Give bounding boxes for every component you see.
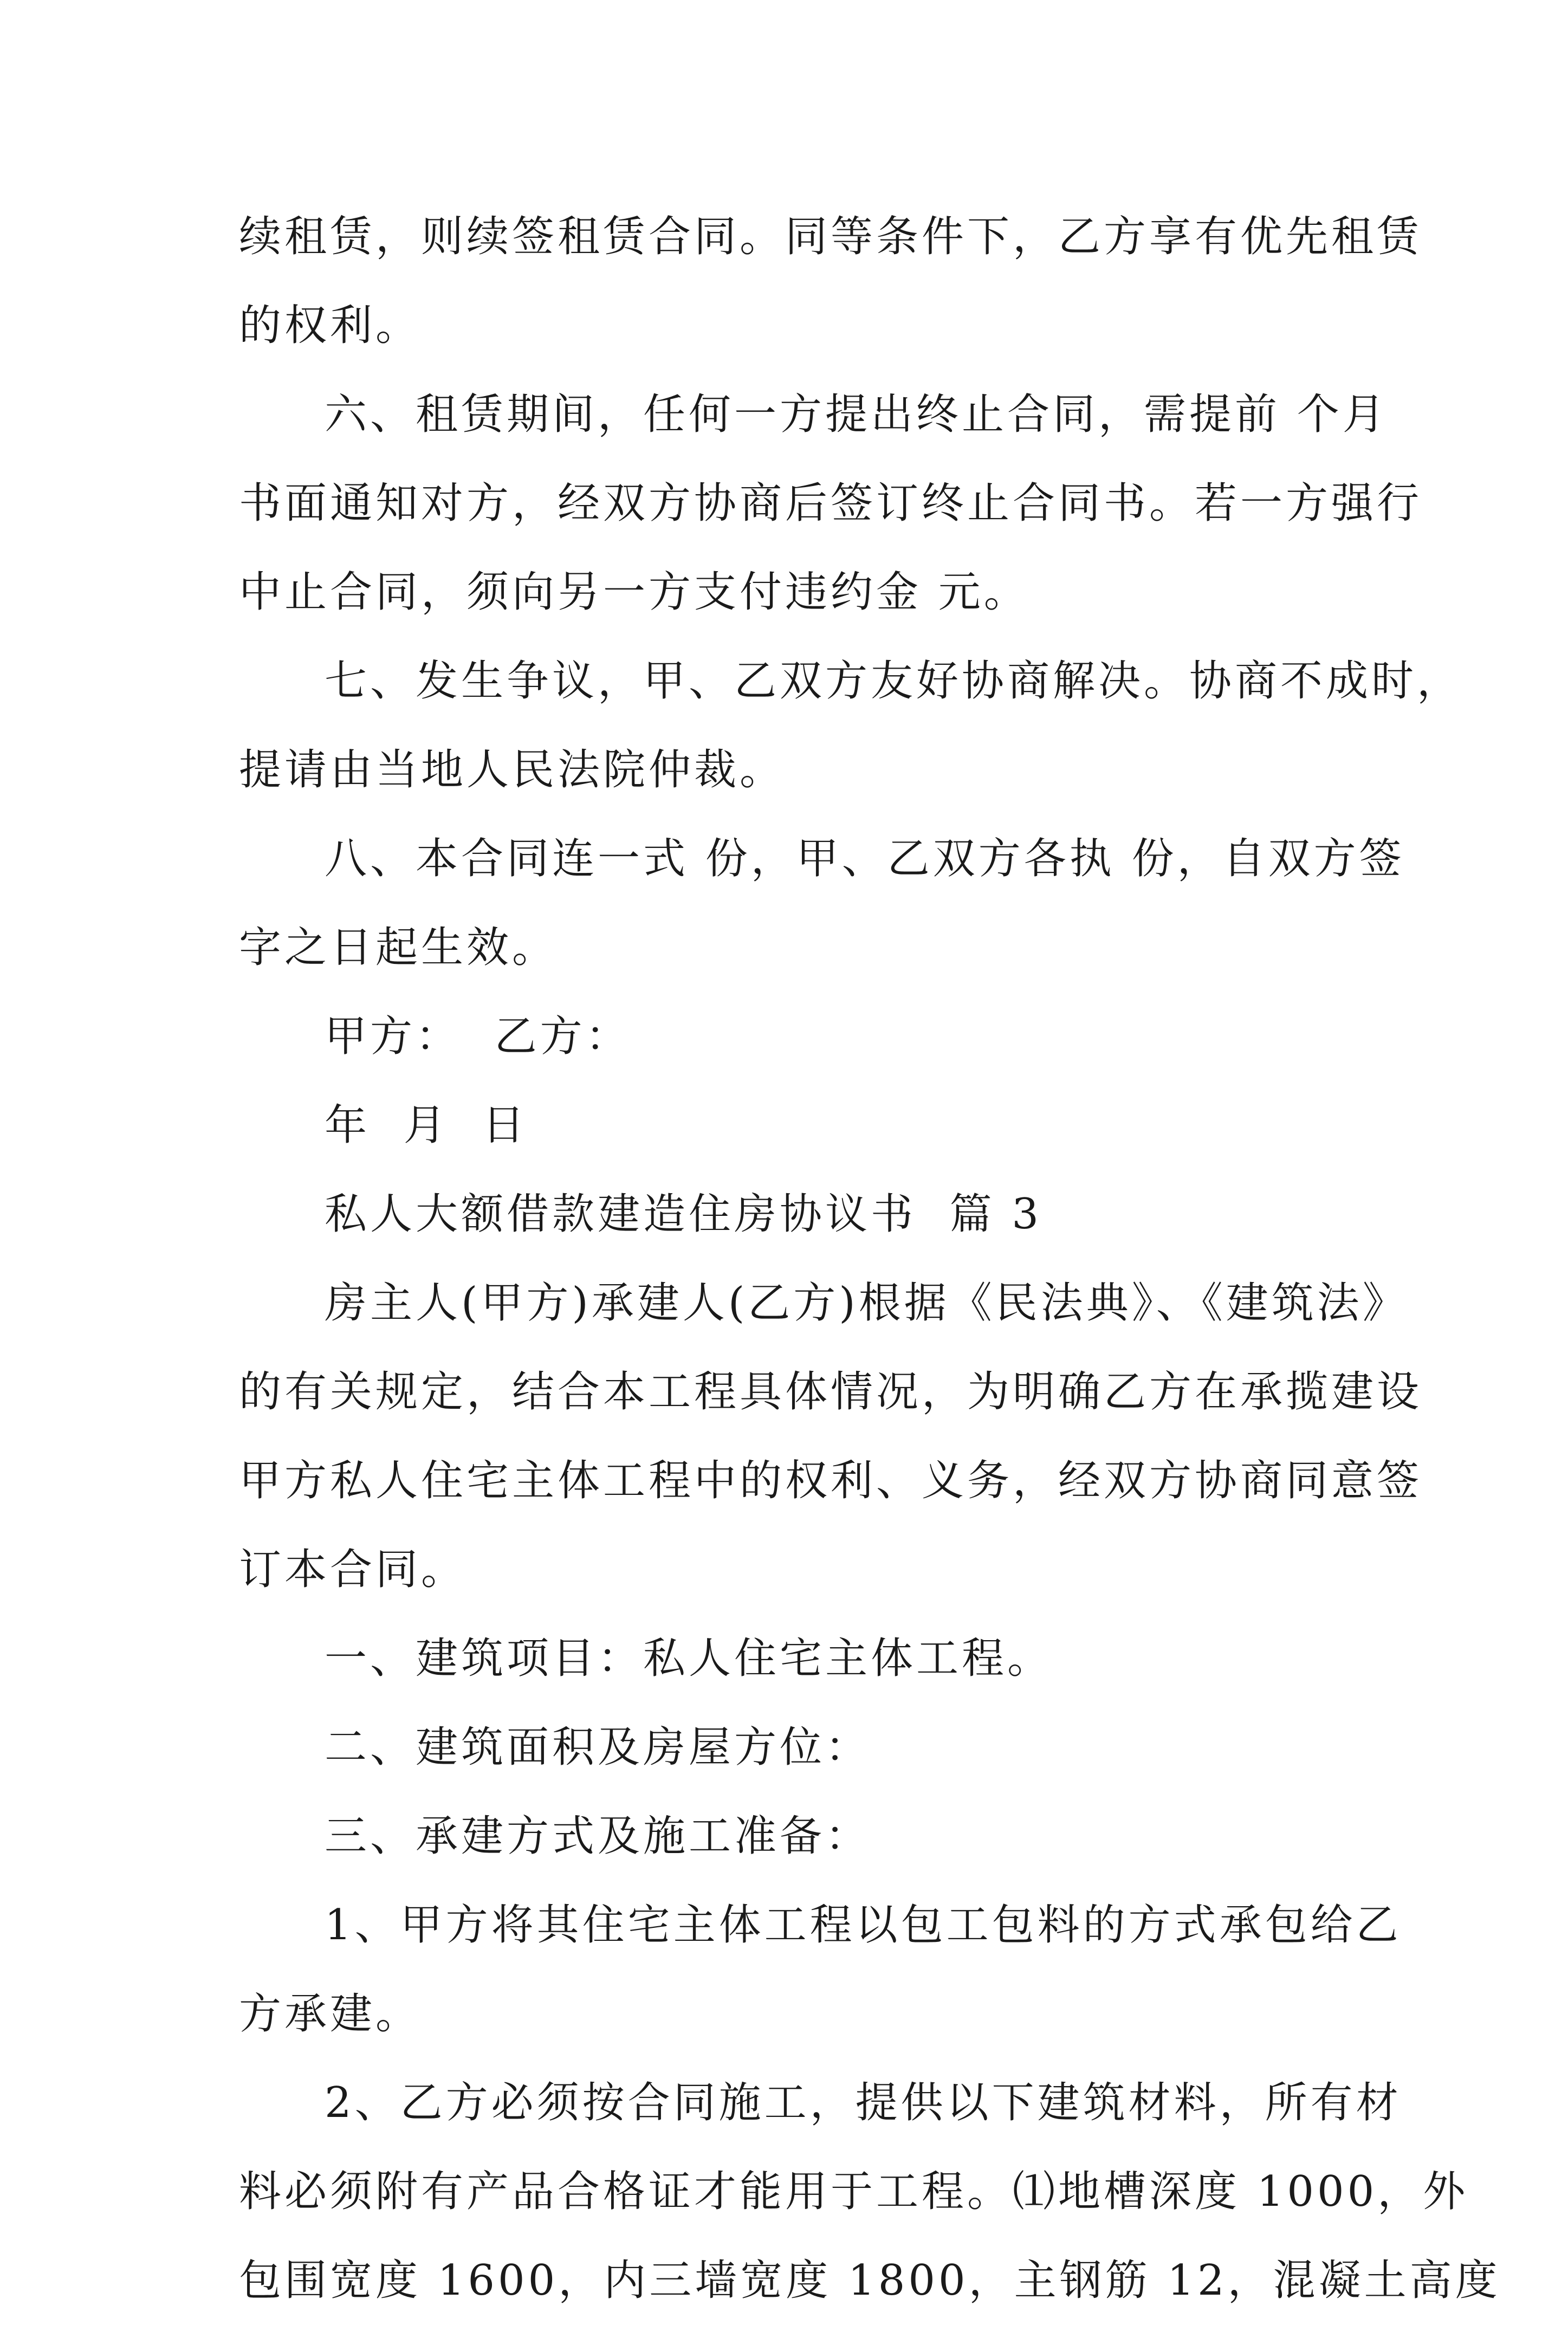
text-line: 房主人(甲方)承建人(乙方)根据《民法典》、《建筑法》	[325, 1279, 1408, 1327]
text-line: 1、甲方将其住宅主体工程以包工包料的方式承包给乙	[325, 1901, 1402, 1950]
text-line: 三、承建方式及施工准备：	[325, 1812, 871, 1861]
text-line: 续租赁，则续签租赁合同。同等条件下，乙方享有优先租赁	[239, 212, 1423, 261]
text-line: 字之日起生效。	[239, 923, 558, 972]
text-line: 二、建筑面积及房屋方位：	[325, 1723, 871, 1772]
text-line: 包围宽度 1600，内三墙宽度 1800，主钢筋 12，混凝土高度	[239, 2256, 1501, 2305]
text-line: 六、租赁期间，任何一方提出终止合同，需提前 个月	[325, 390, 1388, 439]
text-line: 甲方私人住宅主体工程中的权利、义务，经双方协商同意签	[239, 1456, 1423, 1505]
section-heading: 私人大额借款建造住房协议书 篇 3	[325, 1190, 1042, 1239]
text-line: 中止合同，须向另一方支付违约金 元。	[239, 568, 1029, 617]
text-line: 七、发生争议，甲、乙双方友好协商解决。协商不成时，	[325, 657, 1463, 705]
text-line: 订本合同。	[239, 1545, 467, 1594]
text-line: 的有关规定，结合本工程具体情况，为明确乙方在承揽建设	[239, 1368, 1423, 1416]
date-line: 年 月 日	[325, 1101, 528, 1150]
text-line: 方承建。	[239, 1990, 422, 2038]
text-line: 书面通知对方，经双方协商后签订终止合同书。若一方强行	[239, 479, 1423, 528]
text-line: 一、建筑项目：私人住宅主体工程。	[325, 1634, 1053, 1683]
text-line: 2、乙方必须按合同施工，提供以下建筑材料，所有材	[325, 2078, 1402, 2127]
signature-line: 甲方： 乙方：	[325, 1012, 631, 1061]
text-line: 八、本合同连一式 份，甲、乙双方各执 份，自双方签	[325, 834, 1405, 883]
document-body	[239, 192, 1501, 2325]
text-line: 提请由当地人民法院仲裁。	[239, 746, 786, 794]
text-line: 的权利。	[239, 301, 422, 350]
text-line: 料必须附有产品合格证才能用于工程。⑴地槽深度 1000，外	[239, 2167, 1469, 2216]
